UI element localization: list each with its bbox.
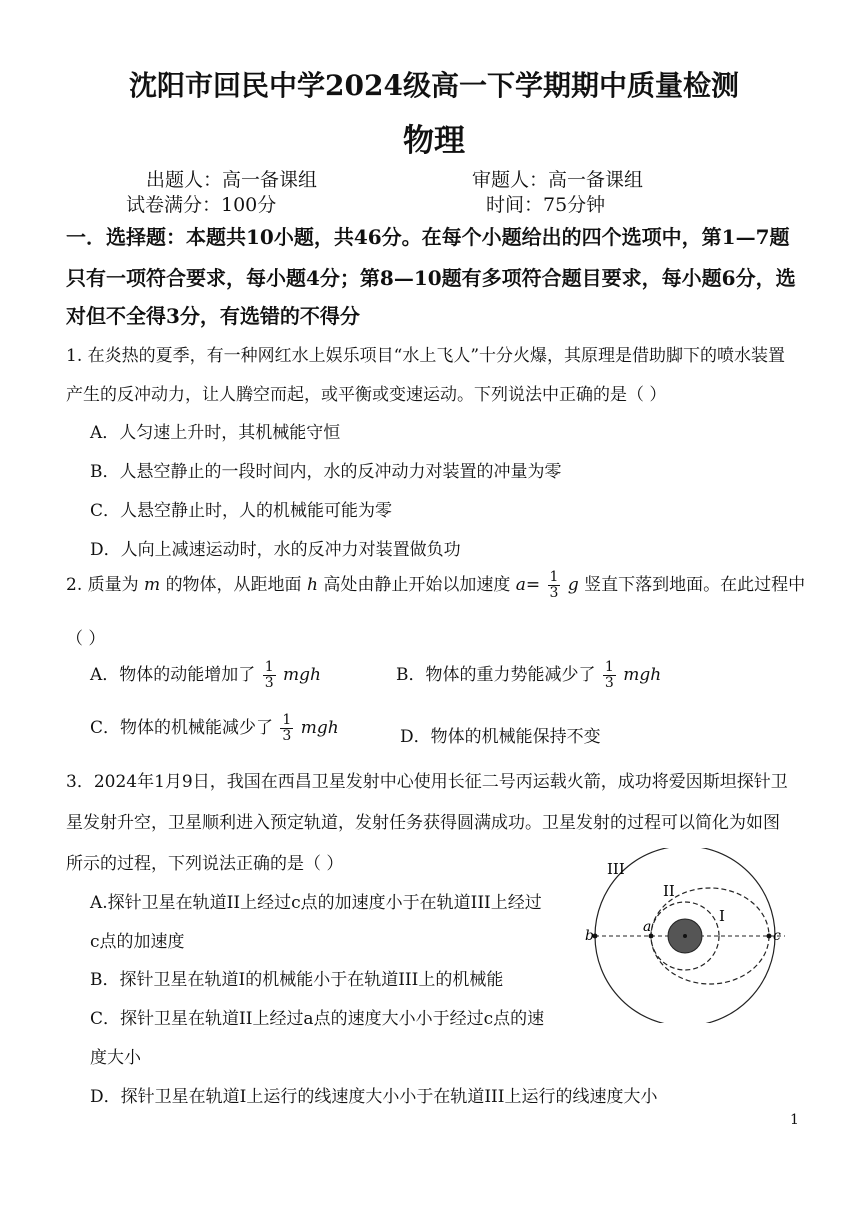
q2-option-c-text: C．物体的机械能减少了 [90, 718, 274, 738]
q2-stem-line1 [66, 570, 805, 601]
q2-option-b-num: 1 [604, 659, 614, 675]
q2-option-a [90, 660, 321, 691]
q2-option-d: D．物体的机械能保持不变 [400, 727, 601, 747]
exam-title: 沈阳市回民中学2024级高一下学期期中质量检测 [129, 69, 739, 102]
q2-text-post: 竖直下落到地面。在此过程中 [584, 575, 806, 595]
q2-var-h: h [306, 575, 318, 595]
q2-answer-paren: （ ） [66, 629, 106, 649]
q3-stem-line2: 星发射升空，卫星顺利进入预定轨道，发射任务获得圆满成功。卫星发射的过程可以简化为如图 [66, 813, 780, 833]
label-orbit-i: I [719, 907, 725, 925]
q2-option-a-fraction [263, 660, 276, 691]
full-score-info: 试卷满分：100分 [126, 194, 277, 216]
q3-option-c-line1: C．探针卫星在轨道II上经过a点的速度大小小于经过c点的速 [90, 1009, 545, 1029]
section-instructions-line3: 对但不全得3分，有选错的不得分 [66, 304, 360, 328]
earth-center-dot [683, 934, 687, 938]
q2-option-b-fraction [603, 660, 616, 691]
q3-option-b: B．探针卫星在轨道I的机械能小于在轨道III上的机械能 [90, 970, 504, 990]
label-point-a: a [643, 919, 652, 935]
q2-option-a-text: A．物体的动能增加了 [90, 665, 256, 685]
q2-option-b-den: 3 [604, 675, 614, 691]
q2-text-mid1: 的物体，从距地面 [165, 575, 302, 595]
q2-option-c-num: 1 [282, 712, 292, 728]
time-info: 时间：75分钟 [486, 194, 606, 216]
q1-stem-line1: 1. 在炎热的夏季，有一种网红水上娱乐项目“水上飞人”十分火爆，其原理是借助脚下的喷水装置 [66, 346, 786, 366]
q2-option-a-den: 3 [264, 675, 274, 691]
q2-fraction-num: 1 [549, 569, 559, 585]
q2-option-a-mgh: mgh [283, 665, 321, 685]
q3-option-c-line2: 度大小 [90, 1048, 141, 1068]
label-orbit-iii: III [607, 860, 625, 878]
q1-option-a: A．人匀速上升时，其机械能守恒 [90, 423, 341, 443]
q3-option-a-line1: A.探针卫星在轨道II上经过c点的加速度小于在轨道III上经过 [90, 893, 542, 913]
page-number: 1 [790, 1112, 799, 1128]
q2-text-mid2: 高处由静止开始以加速度 [323, 575, 511, 595]
q3-option-d: D．探针卫星在轨道I上运行的线速度大小小于在轨道III上运行的线速度大小 [90, 1087, 658, 1107]
label-point-b: b [585, 928, 594, 944]
author-info: 出题人：高一备课组 [146, 169, 318, 191]
q2-option-a-num: 1 [264, 659, 274, 675]
q2-option-c-den: 3 [282, 728, 292, 744]
q2-accel-eq: a= [515, 575, 541, 595]
q1-option-d: D．人向上减速运动时，水的反冲力对装置做负功 [90, 540, 461, 560]
point-c [767, 934, 772, 939]
section-instructions-line2: 只有一项符合要求，每小题4分；第8—10题有多项符合题目要求，每小题6分，选 [66, 266, 796, 290]
orbit-diagram [585, 848, 795, 1023]
q2-option-b-text: B．物体的重力势能减少了 [396, 665, 596, 685]
q1-option-c: C．人悬空静止时，人的机械能可能为零 [90, 501, 393, 521]
q3-stem-line1: 3．2024年1月9日，我国在西昌卫星发射中心使用长征二号丙运载火箭，成功将爱因斯坦探针卫 [66, 772, 788, 792]
exam-subject: 物理 [403, 123, 465, 159]
q2-text-pre: 2. 质量为 [66, 575, 139, 595]
section-instructions-line1: 一．选择题：本题共10小题，共46分。在每个小题给出的四个选项中，第1—7题 [66, 225, 790, 249]
q2-option-b [396, 660, 661, 691]
q2-fraction-den: 3 [549, 585, 559, 601]
q3-option-a-line2: c点的加速度 [90, 932, 185, 952]
q3-stem-line3: 所示的过程，下列说法正确的是（ ） [66, 854, 344, 874]
label-orbit-ii: II [663, 882, 675, 900]
q2-var-g: g [567, 575, 579, 595]
q2-option-c-mgh: mgh [300, 718, 339, 738]
q2-option-c-fraction [280, 713, 293, 744]
q1-option-b: B．人悬空静止的一段时间内，水的反冲动力对装置的冲量为零 [90, 462, 562, 482]
q2-option-c [90, 713, 339, 744]
reviewer-info: 审题人：高一备课组 [472, 169, 644, 191]
q1-stem-line2: 产生的反冲动力，让人腾空而起，或平衡或变速运动。下列说法中正确的是（ ） [66, 385, 667, 405]
q2-fraction [548, 570, 561, 601]
label-point-c: c [773, 928, 781, 944]
q2-option-b-mgh: mgh [623, 665, 662, 685]
q2-var-m: m [144, 575, 161, 595]
